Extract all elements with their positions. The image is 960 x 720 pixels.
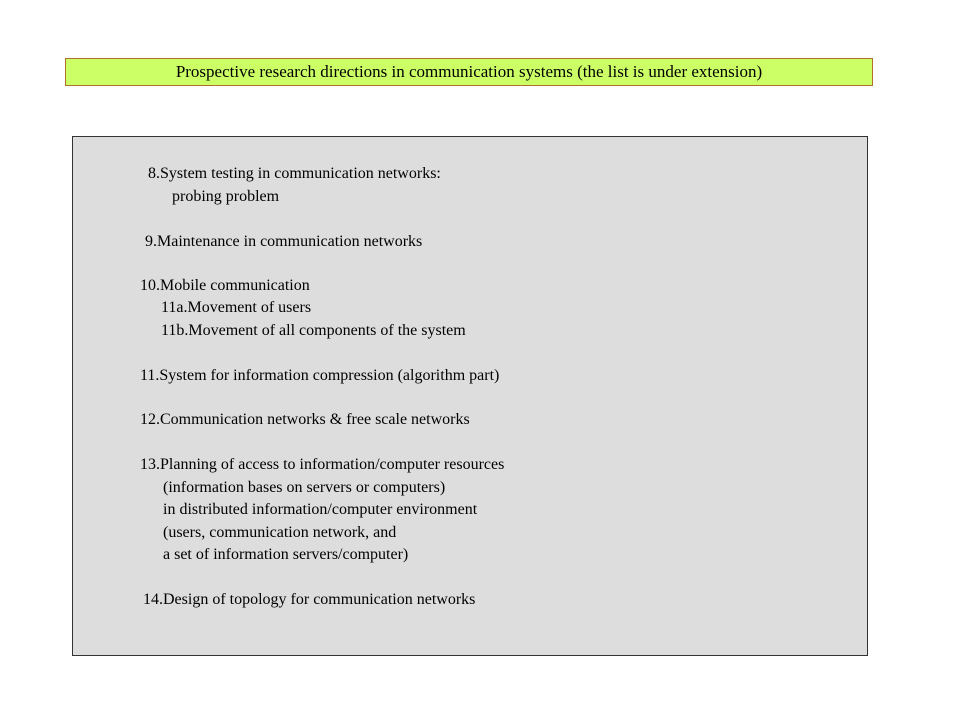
page-title	[65, 58, 873, 86]
list-item: 10.Mobile communication	[140, 277, 310, 294]
list-item: 14.Design of topology for communication networks	[143, 591, 476, 608]
list-item: 12.Communication networks & free scale networks	[140, 411, 470, 428]
list-item: 13.Planning of access to information/computer resources	[140, 456, 505, 473]
list-item-continuation: in distributed information/computer environment	[163, 501, 478, 518]
list-item-continuation: (information bases on servers or computers)	[163, 479, 446, 496]
list-subitem: 11a.Movement of users	[161, 299, 312, 316]
list-subitem: 11b.Movement of all components of the system	[161, 322, 466, 339]
list-item-continuation: a set of information servers/computer)	[163, 546, 409, 563]
list-item: 11.System for information compression (algorithm part)	[140, 367, 500, 384]
list-item-continuation: probing problem	[172, 188, 280, 205]
research-directions-panel	[72, 136, 868, 656]
list-item: 8.System testing in communication networks:	[148, 165, 441, 182]
list-item-continuation: (users, communication network, and	[163, 524, 397, 541]
list-item: 9.Maintenance in communication networks	[145, 233, 423, 250]
page-title-text: Prospective research directions in communication systems (the list is under extension)	[175, 62, 763, 81]
